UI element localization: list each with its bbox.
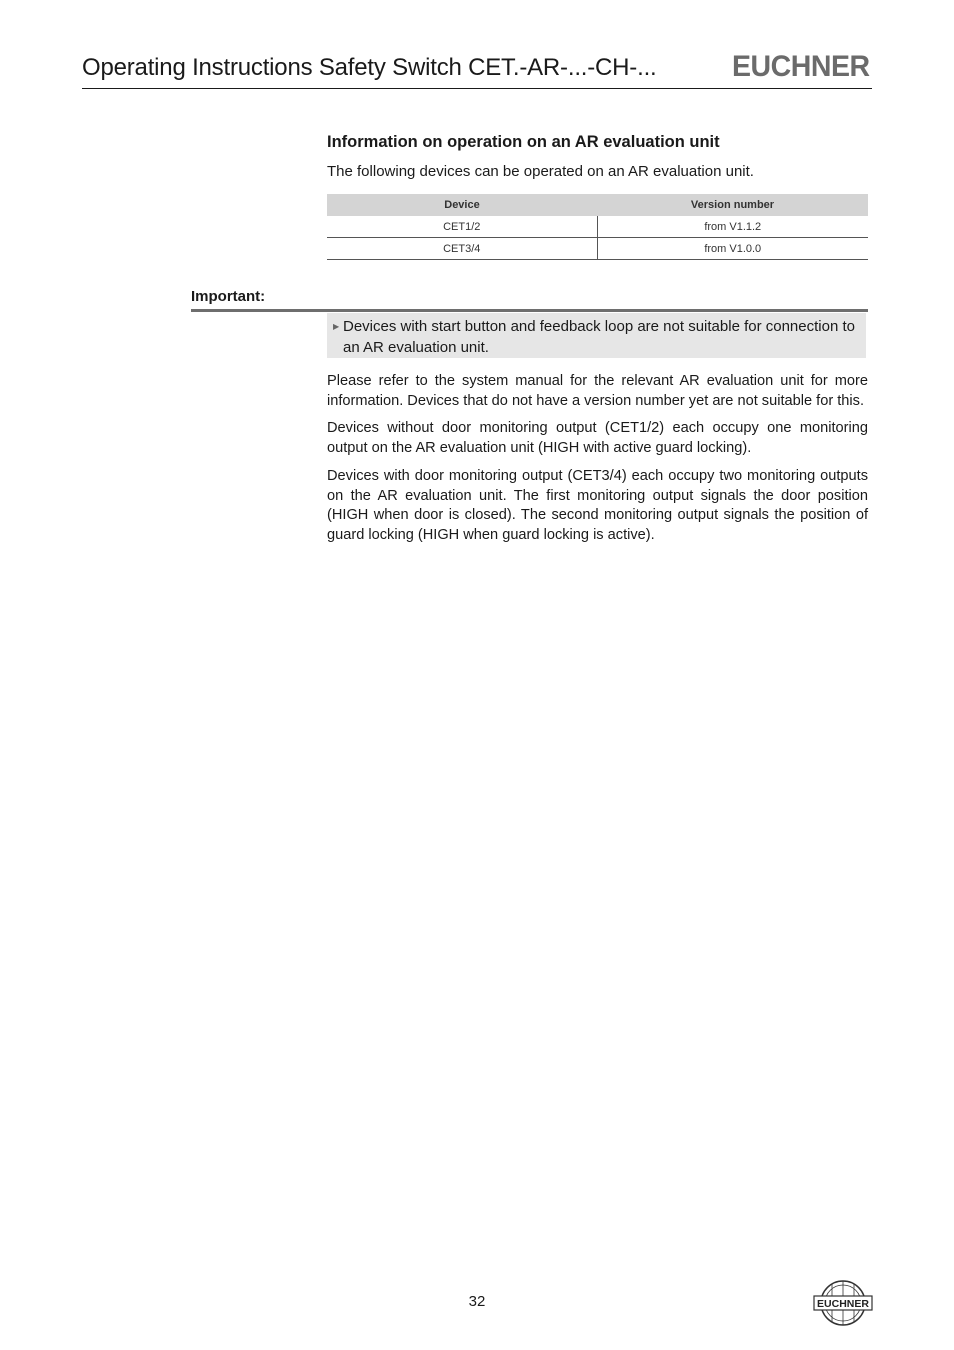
table-row [327,216,868,238]
table-cell-device: CET3/4 [327,238,597,260]
euchner-logo: EUCHNER [732,50,870,83]
table-cell-version: from V1.0.0 [597,238,868,260]
document-title: Operating Instructions Safety Switch CET.-AR-...-CH-... [82,54,657,81]
intro-text: The following devices can be operated on an AR evaluation unit. [327,163,754,180]
page-number: 32 [468,1293,486,1310]
table-cell-device: CET1/2 [327,216,597,238]
header-divider [82,88,872,89]
important-note-box [327,313,866,358]
bullet-arrow-icon: ▶ [333,322,340,331]
paragraph-system-manual: Please refer to the system manual for the relevant AR evaluation unit for more information. Devices that do not have a version number yet are not suitable for this. [327,373,868,409]
device-version-table [327,194,868,260]
euchner-footer-logo [812,1278,874,1328]
paragraph-without-door-monitoring: Devices without door monitoring output (CET1/2) each occupy one monitoring output on the AR evaluation unit (HIGH with active guard locking). [327,420,868,456]
section-heading: Information on operation on an AR evaluation unit [327,133,720,151]
footer-logo-text: EUCHNER [817,1298,869,1310]
paragraph-with-door-monitoring: Devices with door monitoring output (CET3/4) each occupy two monitoring outputs on the AR evaluation unit. The first monitoring output signals the door position (HIGH when door is closed). The second monitoring output signals the position of guard locking (HIGH when guard locking is active). [327,468,868,543]
table-header-version: Version number [597,194,868,216]
important-note-text: Devices with start button and feedback loop are not suitable for connection to an AR evaluation unit. [343,318,855,356]
important-label: Important: [191,288,266,305]
important-divider [191,309,868,312]
table-header-device: Device [327,194,597,216]
table-cell-version: from V1.1.2 [597,216,868,238]
table-row [327,238,868,260]
table-header-row [327,194,868,216]
